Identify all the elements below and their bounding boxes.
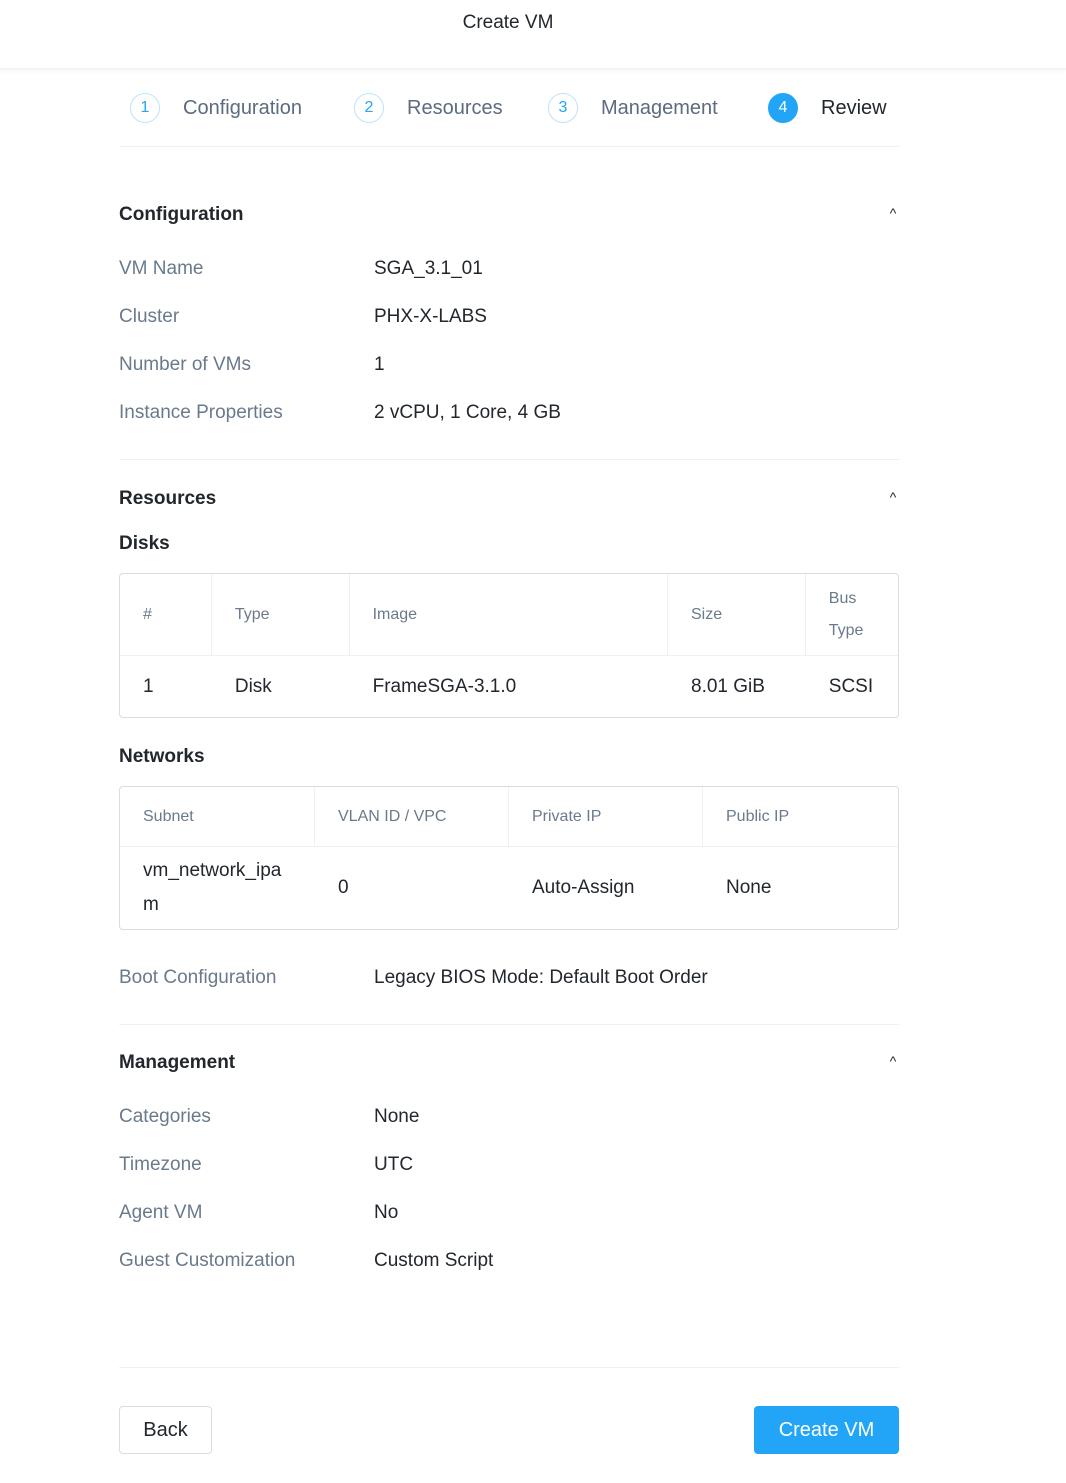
cell: FrameSGA-3.1.0 (372, 675, 517, 697)
column-header: # (120, 574, 212, 656)
create-vm-button[interactable]: Create VM (754, 1406, 899, 1454)
page-title: Create VM (462, 12, 554, 33)
value-guest-customization: Custom Script (374, 1250, 494, 1271)
step-label: Management (601, 96, 718, 119)
column-header: Private IP (509, 787, 703, 847)
section-title-resources: Resources (119, 488, 217, 509)
column-header: Type (212, 574, 350, 656)
column-header: Size (668, 574, 806, 656)
step-label: Review (821, 96, 887, 119)
step-resources[interactable] (354, 93, 503, 123)
value-number-of-vms: 1 (374, 354, 385, 375)
cell: Disk (234, 675, 272, 697)
table-header-row (120, 574, 898, 656)
step-number: 1 (130, 93, 160, 123)
value-vm-name: SGA_3.1_01 (374, 258, 483, 279)
column-header: Image (350, 574, 668, 656)
back-button[interactable]: Back (119, 1406, 212, 1454)
label-vm-name: VM Name (119, 258, 204, 279)
modal-header (0, 0, 1066, 70)
label-guest-customization: Guest Customization (119, 1250, 296, 1271)
label-timezone: Timezone (119, 1154, 202, 1175)
step-configuration[interactable] (130, 93, 302, 123)
label-agent-vm: Agent VM (119, 1202, 203, 1223)
chevron-up-icon[interactable]: ^ (889, 205, 897, 221)
cell: SCSI (828, 675, 874, 697)
cell: None (726, 877, 772, 898)
value-agent-vm: No (374, 1202, 399, 1223)
networks-table (119, 786, 899, 930)
table-row (120, 656, 898, 717)
section-title-configuration: Configuration (119, 204, 244, 225)
label-number-of-vms: Number of VMs (119, 354, 251, 375)
step-review[interactable] (768, 93, 887, 123)
cell: Auto-Assign (532, 877, 635, 898)
section-title-management: Management (119, 1052, 236, 1073)
value-timezone: UTC (374, 1154, 414, 1175)
column-header: VLAN ID / VPC (315, 787, 509, 847)
label-cluster: Cluster (119, 306, 180, 327)
label-instance-properties: Instance Properties (119, 402, 283, 423)
value-categories: None (374, 1106, 420, 1127)
table-header-row (120, 787, 898, 847)
cell: 1 (143, 675, 154, 697)
disks-table (119, 573, 899, 718)
value-instance-properties: 2 vCPU, 1 Core, 4 GB (374, 402, 561, 423)
step-label: Resources (407, 96, 503, 119)
step-number: 2 (354, 93, 384, 123)
step-number: 3 (548, 93, 578, 123)
divider (119, 146, 899, 147)
column-header: Bus Type (806, 574, 898, 656)
chevron-up-icon[interactable]: ^ (889, 1053, 897, 1069)
chevron-up-icon[interactable]: ^ (889, 489, 897, 505)
cell: vm_network_ipam (143, 860, 282, 915)
disks-title: Disks (119, 533, 170, 554)
cell: 8.01 GiB (691, 675, 765, 697)
step-number: 4 (768, 93, 798, 123)
value-boot-configuration: Legacy BIOS Mode: Default Boot Order (374, 967, 708, 988)
step-label: Configuration (183, 96, 302, 119)
column-header: Public IP (703, 787, 898, 847)
cell: 0 (338, 877, 349, 898)
networks-title: Networks (119, 746, 205, 767)
label-categories: Categories (119, 1106, 211, 1127)
divider (119, 459, 899, 460)
value-cluster: PHX-X-LABS (374, 306, 487, 327)
column-header: Subnet (120, 787, 315, 847)
divider (119, 1024, 899, 1025)
table-row (120, 847, 898, 929)
divider (119, 1367, 899, 1368)
step-management[interactable] (548, 93, 718, 123)
label-boot-configuration: Boot Configuration (119, 967, 277, 988)
